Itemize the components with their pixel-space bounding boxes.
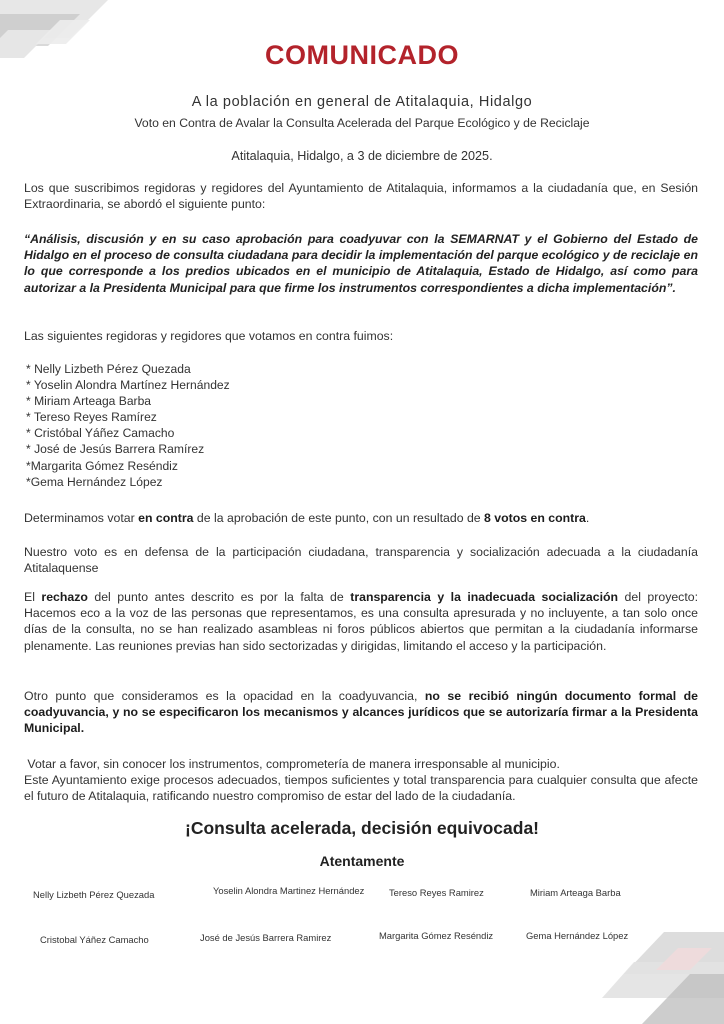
rejection-paragraph <box>24 589 698 654</box>
result-paragraph <box>24 510 698 526</box>
list-item: *Gema Hernández López <box>26 474 163 489</box>
list-item: * Yoselin Alondra Martínez Hernández <box>26 378 230 393</box>
defense-paragraph: Nuestro voto es en defensa de la participación ciudadana, transparencia y socialización adecuada a la ciudadanía Atitalaquense <box>24 545 698 576</box>
subject-line: Voto en Contra de Avalar la Consulta Acelerada del Parque Ecológico y de Reciclaje <box>134 116 590 130</box>
voters-list <box>26 361 230 490</box>
signature-name: José de Jesús Barrera Ramirez <box>200 932 332 943</box>
signature-name: Tereso Reyes Ramirez <box>389 887 484 898</box>
opacity-paragraph <box>24 688 698 737</box>
quoted-agenda-item: “Análisis, discusión y en su caso aprobación para coadyuvar con la SEMARNAT y el Gobierno del Estado de Hidalgo en el proceso de consulta ciudadana para decidir la implementación del parque ecológico y de reciclaje en lo que corresponde a los predios ubicados en el municipio de Atitalaquia, Estado de Hidalgo, así como para autorizar a la Presidenta Municipal para que firme los instrumentos correspondientes a dicha implementación”. <box>24 232 698 295</box>
result-text: . <box>585 511 590 525</box>
addressee-line: A la población en general de Atitalaquia, Hidalgo <box>191 94 533 110</box>
result-emphasis: en contra <box>138 511 194 525</box>
list-item: * José de Jesús Barrera Ramírez <box>26 442 205 457</box>
sign-off: Atentamente <box>319 853 405 869</box>
list-item: * Miriam Arteaga Barba <box>26 394 152 409</box>
list-item: * Nelly Lizbeth Pérez Quezada <box>26 362 191 376</box>
closing-paragraph: Este Ayuntamiento exige procesos adecuados, tiempos suficientes y total transparencia para cualquier consulta que afecte el futuro de Atitalaquia, ratificando nuestro compromiso de estar del lado de la ciudadanía. <box>24 773 698 804</box>
rejection-text: del proyecto: Hacemos eco a la voz de las personas que representamos, es una consulta apresurada y no incluyente, a tan solo once días de la consulta, no se han realizado asambleas ni foros públicos abiertos que permitan a la ciudadanía informarse plenamente. Las reuniones previas han sido sectorizadas y dirigidas, limitando el acceso y la participación. <box>24 590 698 653</box>
list-item: * Tereso Reyes Ramírez <box>26 410 157 425</box>
intro-paragraph: Los que suscribimos regidoras y regidores del Ayuntamiento de Atitalaquia, informamos a la ciudadanía que, en Sesión Extraordinaria, se abordó el siguiente punto: <box>24 181 698 212</box>
rejection-emphasis: transparencia y la inadecuada socialización <box>350 590 619 604</box>
signature-name: Miriam Arteaga Barba <box>530 887 621 898</box>
signature-name: Nelly Lizbeth Pérez Quezada <box>33 889 155 900</box>
vote-count: 8 votos en contra <box>484 511 586 525</box>
rejection-text: del punto antes descrito es por la falta de <box>87 590 351 604</box>
list-item: *Margarita Gómez Reséndiz <box>26 458 178 473</box>
rejection-emphasis: rechazo <box>41 590 88 604</box>
opacity-text: Otro punto que consideramos es la opacidad en la coadyuvancia, <box>24 689 425 703</box>
rejection-text: El <box>24 590 42 604</box>
result-text: Determinamos votar <box>24 511 139 525</box>
date-line: Atitalaquia, Hidalgo, a 3 de diciembre de 2025. <box>231 149 493 163</box>
voters-intro: Las siguientes regidoras y regidores que votamos en contra fuimos: <box>24 329 394 343</box>
list-item: * Cristóbal Yáñez Camacho <box>26 426 175 441</box>
document-title: COMUNICADO <box>265 40 459 70</box>
signature-name: Margarita Gómez Reséndiz <box>379 930 494 941</box>
signature-name: Yoselin Alondra Martinez Hernández <box>213 885 365 896</box>
signature-name: Gema Hernández López <box>526 930 629 941</box>
opacity-emphasis: no se recibió ningún documento formal de coadyuvancia, y no se especificaron los mecanismos y alcances jurídicos que se autorizaría firmar a la Presidenta Municipal. <box>24 689 698 736</box>
closing-line-1: Votar a favor, sin conocer los instrumentos, comprometería de manera irresponsable al municipio. <box>24 757 560 771</box>
result-text: de la aprobación de este punto, con un resultado de <box>193 511 485 525</box>
slogan: ¡Consulta acelerada, decisión equivocada! <box>185 818 539 838</box>
signature-name: Cristobal Yáñez Camacho <box>40 934 149 945</box>
